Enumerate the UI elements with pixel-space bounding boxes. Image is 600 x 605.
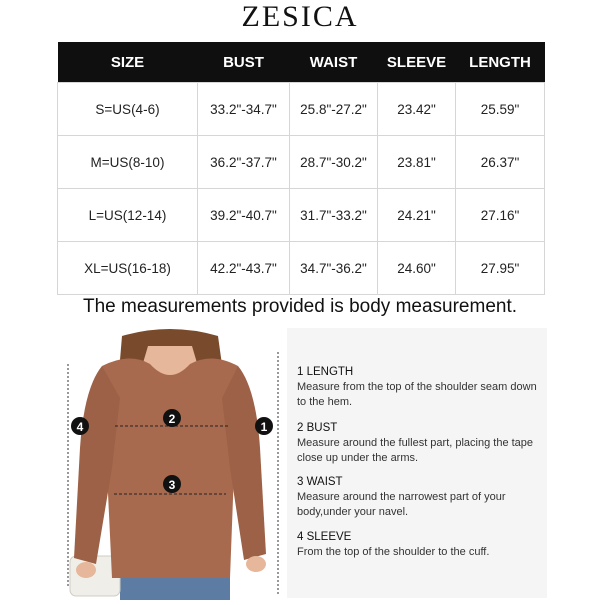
cell-waist: 31.7"-33.2" [290,189,378,242]
cell-sleeve: 23.42" [378,83,456,136]
header-length: LENGTH [456,42,545,83]
measurement-guide-panel [287,328,547,598]
marker-2-label: 2 [168,412,176,426]
marker-3-label: 3 [168,478,176,492]
brand-logo: ZESICA [241,0,359,33]
header-bust: BUST [198,42,290,83]
model-figure [60,328,285,600]
table-row [58,242,545,295]
table-header-row [58,42,545,83]
table-row [58,136,545,189]
guide-sleeve-text: From the top of the shoulder to the cuff. [297,546,490,558]
cell-bust: 42.2"-43.7" [198,242,290,295]
guide-sleeve [297,531,542,560]
table-row [58,189,545,242]
guide-waist [297,476,542,519]
right-hand [246,556,266,572]
cell-size: XL=US(16-18) [58,242,198,295]
cell-sleeve: 23.81" [378,136,456,189]
cell-sleeve: 24.21" [378,189,456,242]
header-waist: WAIST [290,42,378,83]
guide-length-text: Measure from the top of the shoulder seam down to the hem. [297,381,537,408]
guide-bust-title: 2 BUST [297,422,338,434]
cell-length: 27.16" [456,189,545,242]
size-chart-table [57,42,545,295]
header-size: SIZE [58,42,198,83]
marker-1-label: 1 [260,420,268,434]
model-illustration [60,328,285,600]
cell-size: S=US(4-6) [58,83,198,136]
cell-length: 25.59" [456,83,545,136]
cell-waist: 34.7"-36.2" [290,242,378,295]
cell-waist: 25.8"-27.2" [290,83,378,136]
cell-size: L=US(12-14) [58,189,198,242]
guide-waist-title: 3 WAIST [297,476,343,488]
table-row [58,83,545,136]
header-sleeve: SLEEVE [378,42,456,83]
cell-bust: 36.2"-37.7" [198,136,290,189]
guide-sleeve-title: 4 SLEEVE [297,531,352,543]
guide-length-title: 1 LENGTH [297,366,354,378]
cell-length: 26.37" [456,136,545,189]
measurement-note: The measurements provided is body measurement. [82,296,518,317]
shirt-body [102,358,238,578]
guide-waist-text: Measure around the narrowest part of your body,under your navel. [297,491,506,518]
cell-bust: 33.2"-34.7" [198,83,290,136]
guide-bust [297,422,542,465]
left-hand [76,562,96,578]
marker-4-label: 4 [76,420,84,434]
guide-length [297,366,542,409]
cell-size: M=US(8-10) [58,136,198,189]
cell-sleeve: 24.60" [378,242,456,295]
cell-waist: 28.7"-30.2" [290,136,378,189]
cell-length: 27.95" [456,242,545,295]
guide-bust-text: Measure around the fullest part, placing the tape close up under the arms. [297,437,534,464]
cell-bust: 39.2"-40.7" [198,189,290,242]
